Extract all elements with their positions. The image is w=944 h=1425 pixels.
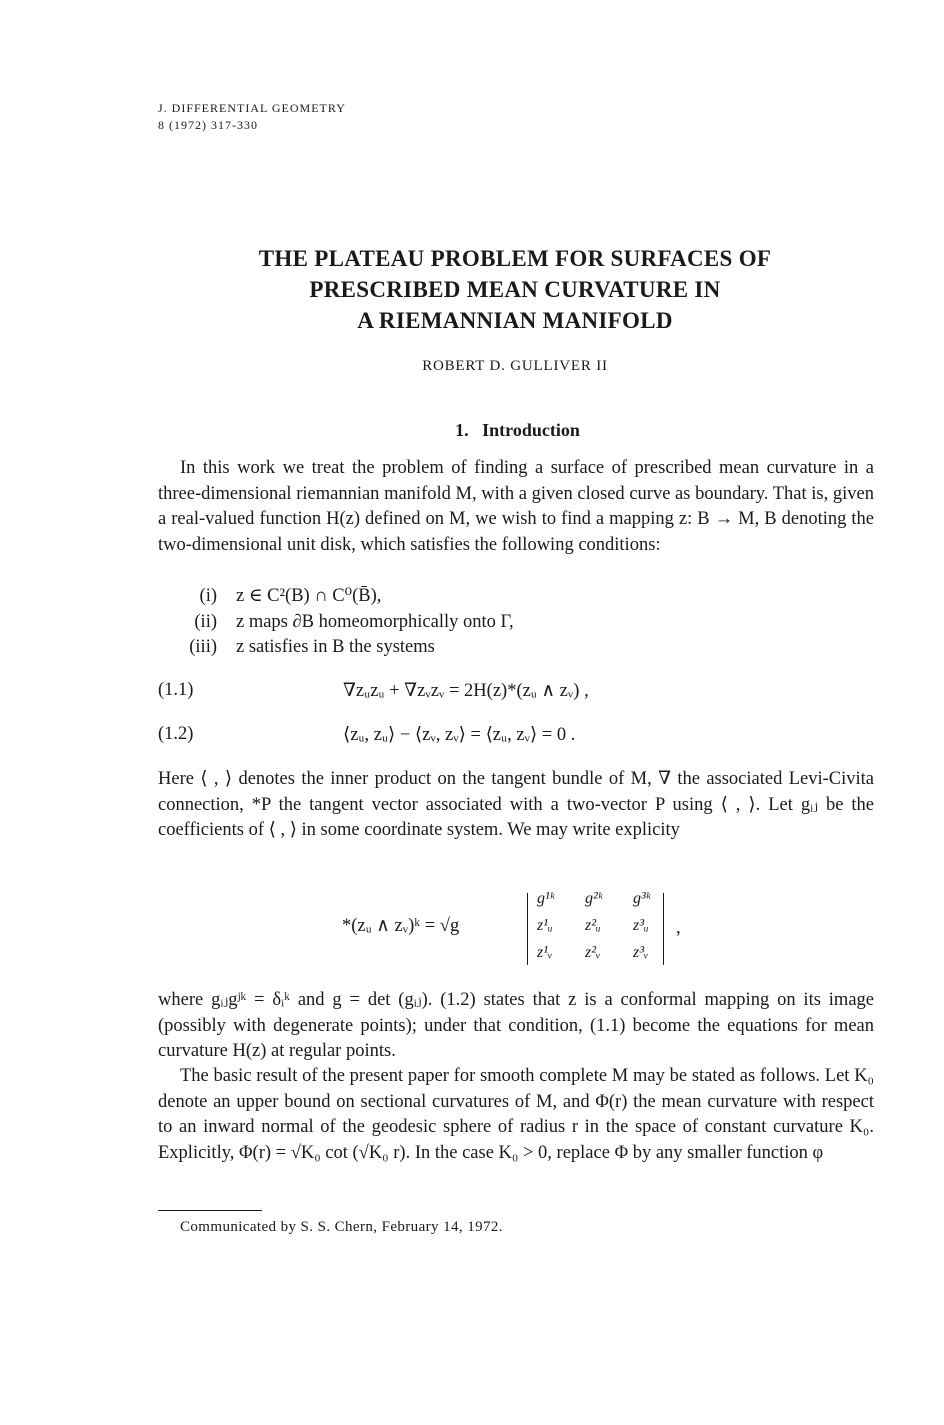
matrix-cell: g¹ᵏ [537, 890, 555, 907]
condition-item [0, 584, 944, 610]
matrix-cell: g²ᵏ [585, 890, 603, 907]
intro-paragraph: In this work we treat the problem of finding a surface of prescribed mean curvature in a three-dimensional riemannian manifold M, with a given closed curve as boundary. That is, given a real-valued function H(z) defined on M, we wish to find a mapping z: B → M, B denoting the two-dimensional unit disk, which satisfies the following conditions: [158, 458, 874, 555]
condition-text: z satisfies in B the systems [236, 637, 435, 657]
condition-label: (iii) [189, 637, 217, 657]
title-line-1: THE PLATEAU PROBLEM FOR SURFACES OF [258, 246, 772, 271]
condition-label: (i) [199, 586, 217, 606]
footnote: Communicated by S. S. Chern, February 14, 1972. [180, 1219, 503, 1235]
condition-text: z maps ∂B homeomorphically onto Γ, [236, 612, 514, 632]
author: ROBERT D. GULLIVER II [422, 358, 608, 374]
equation-body: ∇zᵤzᵤ + ∇zᵥzᵥ = 2H(z)*(zᵤ ∧ zᵥ) , [343, 681, 589, 701]
section-title: Introduction [482, 420, 580, 440]
equation-number: (1.1) [158, 680, 194, 700]
paper-title [0, 243, 944, 336]
main-result-paragraph: The basic result of the present paper for smooth complete M may be stated as follows. Let K₀ denote an upper bound on sectional curvatures of M, and Φ(r) the mean curvature with respect to an inward normal of the geodesic sphere of radius r in the space of constant curvature K₀. Explicitly, Φ(r) = √K₀ cot (√K₀ r). In the case K₀ > 0, replace Φ by any smaller function φ [158, 1066, 874, 1163]
journal-header [158, 100, 346, 134]
matrix-cell: z¹ᵥ [537, 944, 553, 961]
journal-volume: 8 (1972) 317-330 [158, 118, 258, 132]
matrix-cell: g³ᵏ [633, 890, 651, 907]
equation-body: ⟨zᵤ, zᵤ⟩ − ⟨zᵥ, zᵥ⟩ = ⟨zᵤ, zᵥ⟩ = 0 . [343, 725, 576, 745]
journal-name: J. DIFFERENTIAL GEOMETRY [158, 101, 346, 115]
matrix-cell: z³ᵤ [633, 917, 649, 934]
equation-number: (1.2) [158, 724, 194, 744]
definitions-paragraph: Here ⟨ , ⟩ denotes the inner product on the tangent bundle of M, ∇ the associated Levi-Civita connection, *P the tangent vector associated with a two-vector P using ⟨ , ⟩. Let gᵢⱼ be the coefficients of ⟨ , ⟩ in some coordinate system. We may write explicity [158, 769, 874, 841]
display-trailing-comma: , [676, 918, 681, 938]
matrix-cell: z²ᵤ [585, 917, 601, 934]
matrix-cell: z³ᵥ [633, 944, 649, 961]
matrix-right-bar [663, 893, 664, 965]
title-line-3: A RIEMANNIAN MANIFOLD [357, 308, 673, 333]
matrix-left-bar [527, 893, 528, 965]
section-number: 1. [455, 420, 469, 440]
title-line-2: PRESCRIBED MEAN CURVATURE IN [309, 277, 721, 302]
condition-label: (ii) [194, 612, 217, 632]
matrix-cell: z¹ᵤ [537, 917, 553, 934]
conformal-paragraph: where gᵢⱼgʲᵏ = δᵢᵏ and g = det (gᵢⱼ). (1.2) states that z is a conformal mapping on its image (possibly with degenerate points); under that condition, (1.1) become the equations for mean curvature H(z) at regular points. [158, 990, 874, 1062]
footnote-rule [158, 1210, 262, 1211]
condition-item [0, 610, 944, 636]
matrix-cell: z²ᵥ [585, 944, 601, 961]
display-lhs: *(zᵤ ∧ zᵥ)ᵏ = √g [342, 916, 460, 936]
condition-item [0, 635, 944, 661]
section-heading [0, 420, 944, 441]
condition-text: z ∈ C²(B) ∩ C⁰(B̄), [236, 586, 382, 606]
